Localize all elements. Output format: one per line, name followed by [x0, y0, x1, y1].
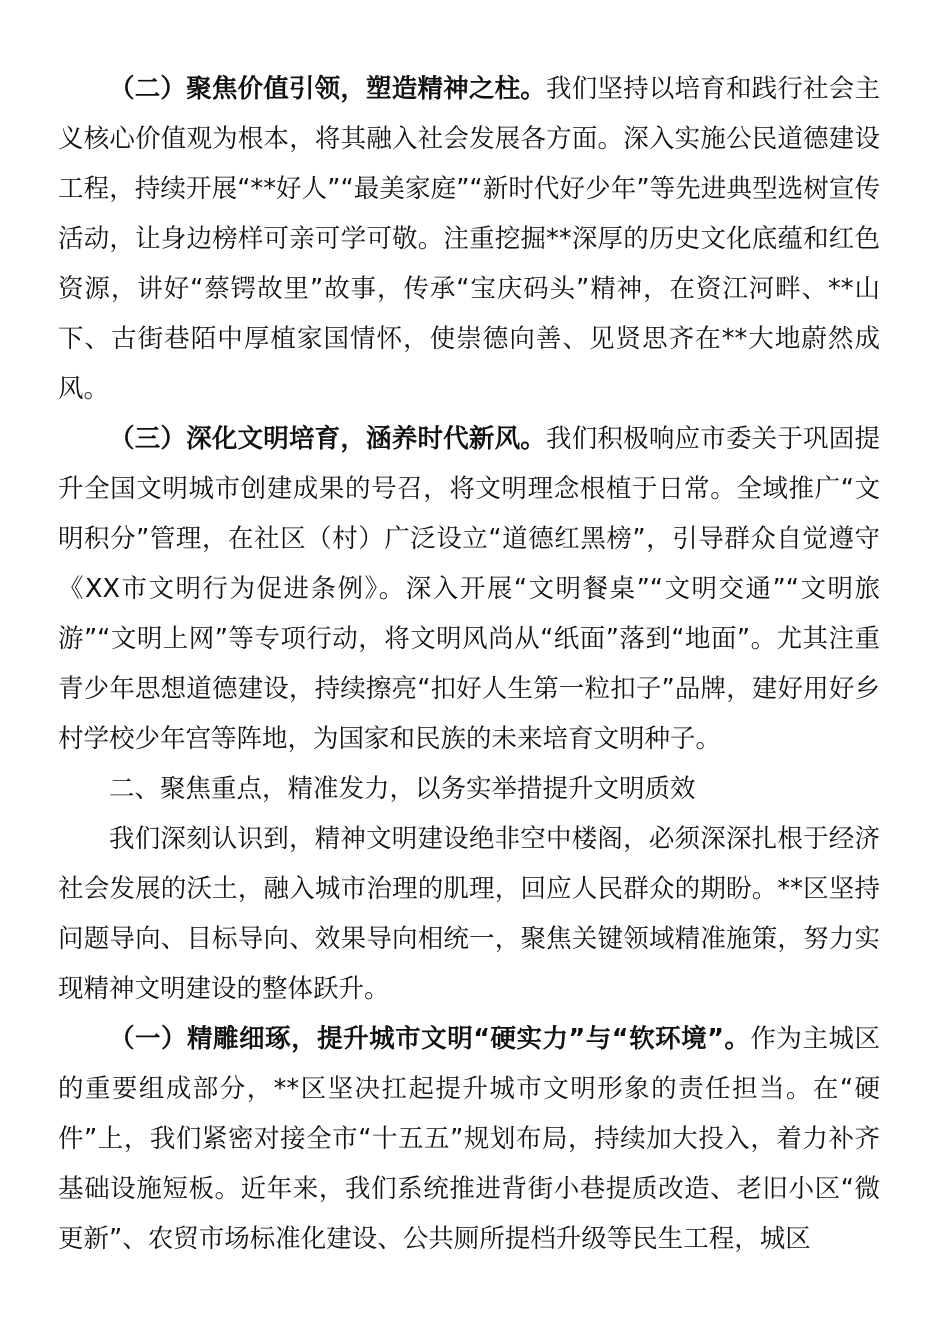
- paragraph-heading: （三）深化文明培育，涵养时代新风。: [109, 424, 546, 454]
- paragraph-city-civilization: [58, 1014, 880, 1264]
- section-heading-two: [58, 764, 880, 814]
- paragraph-value-guidance: [58, 64, 880, 414]
- paragraph-heading: （二）聚焦价值引领，塑造精神之柱。: [109, 74, 546, 104]
- paragraph-text: 我们深刻认识到，精神文明建设绝非空中楼阁，必须深深扎根于经济社会发展的沃土，融入城市治理的肌理，回应人民群众的期盼。**区坚持问题导向、目标导向、效果导向相统一，聚焦关键领域精准施策，努力实现精神文明建设的整体跃升。: [58, 824, 880, 1004]
- paragraph-text: 作为主城区的重要组成部分，**区坚决扛起提升城市文明形象的责任担当。在“硬件”上，我们紧密对接全市“十五五”规划布局，持续加大投入，着力补齐基础设施短板。近年来，我们系统推进背街小巷提质改造、老旧小区“微更新”、农贸市场标准化建设、公共厕所提档升级等民生工程，城区: [58, 1024, 880, 1254]
- paragraph-civilization-cultivation: [58, 414, 880, 764]
- document-body: [58, 64, 880, 1264]
- paragraph-heading: （一）精雕细琢，提升城市文明“硬实力”与“软环境”。: [109, 1024, 751, 1054]
- section-heading-text: 二、聚焦重点，精准发力，以务实举措提升文明质效: [109, 774, 696, 804]
- paragraph-section-intro: [58, 814, 880, 1014]
- paragraph-text: 我们坚持以培育和践行社会主义核心价值观为根本，将其融入社会发展各方面。深入实施公民道德建设工程，持续开展“**好人”“最美家庭”“新时代好少年”等先进典型选树宣传活动，让身边榜样可亲可学可敬。注重挖掘**深厚的历史文化底蕴和红色资源，讲好“蔡锷故里”故事，传承“宝庆码头”精神，在资江河畔、**山下、古街巷陌中厚植家国情怀，使崇德向善、见贤思齐在**大地蔚然成风。: [58, 74, 880, 404]
- paragraph-text: 我们积极响应市委关于巩固提升全国文明城市创建成果的号召，将文明理念根植于日常。全域推广“文明积分”管理，在社区（村）广泛设立“道德红黑榜”，引导群众自觉遵守《XX市文明行为促进条例》。深入开展“文明餐桌”“文明交通”“文明旅游”“文明上网”等专项行动，将文明风尚从“纸面”落到“地面”。尤其注重青少年思想道德建设，持续擦亮“扣好人生第一粒扣子”品牌，建好用好乡村学校少年宫等阵地，为国家和民族的未来培育文明种子。: [58, 424, 880, 754]
